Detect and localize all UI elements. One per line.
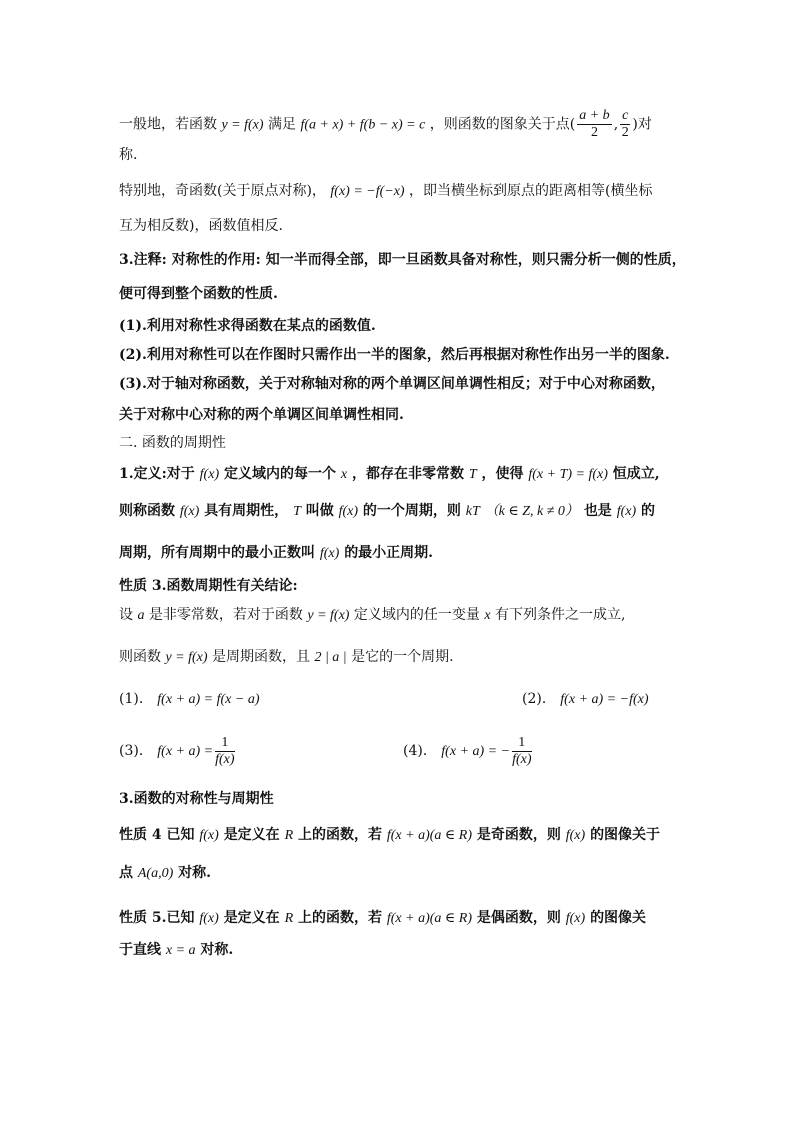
text: 一般地，若函数	[119, 116, 217, 133]
condition-label: (3)．	[119, 743, 153, 759]
math: f(x + a) = −	[441, 744, 511, 759]
text: 的一个周期，则	[362, 503, 461, 519]
numerator: 1	[512, 735, 531, 752]
line-note-cont: 便可得到整个函数的性质.	[119, 286, 278, 302]
line-conditions-1-2	[119, 690, 679, 709]
line-note: 3.注释: 对称性的作用: 知一半而得全部，即一旦函数具备对称性，则只需分析一侧的性质，	[119, 252, 686, 268]
line-item-3: (3).对于轴对称函数，关于对称轴对称的两个单调区间单调性相反；对于中心对称函数，	[119, 376, 665, 392]
math: T	[468, 467, 477, 482]
math: A(a,0)	[137, 866, 174, 881]
text: 的图像关于	[590, 827, 661, 843]
text: ，则函数的图象关于点	[429, 116, 570, 133]
text: 则称函数	[119, 503, 175, 519]
text: 定义域内的任一变量	[353, 607, 480, 623]
math: f(x)	[179, 504, 200, 519]
math: f(x + a) =	[157, 744, 214, 759]
text: 的图像关	[590, 910, 647, 926]
text: 是定义在	[223, 910, 280, 926]
line-odd-function-cont: 互为相反数)，函数值相反.	[119, 218, 283, 234]
math: f(x)	[338, 504, 359, 519]
text: 叫做	[305, 503, 334, 519]
math: a	[137, 608, 145, 623]
text: 设	[119, 607, 133, 623]
numerator: a + b	[579, 108, 610, 123]
text: 的最小正周期.	[344, 545, 434, 561]
math: f(x + a)(a ∈ R)	[386, 911, 472, 926]
text: 上的函数，若	[298, 910, 382, 926]
fraction-minus-1-over-fx	[512, 735, 531, 768]
text: 是偶函数，则	[476, 910, 561, 926]
section-heading-periodicity: 二. 函数的周期性	[119, 435, 226, 451]
line-property-5-cont	[119, 941, 679, 960]
text: 则函数	[119, 649, 161, 665]
math: y = f(x)	[221, 117, 264, 133]
math: f(x)	[616, 504, 637, 519]
math: y = f(x)	[307, 608, 350, 623]
text: 满足	[268, 116, 296, 133]
math: f(a + x) + f(b − x) = c	[300, 117, 426, 133]
text: 点	[119, 865, 133, 881]
line-general-symmetry	[119, 108, 679, 141]
math: f(x + T) = f(x)	[528, 467, 608, 482]
math: f(x + a) = f(x − a)	[157, 692, 260, 707]
math: R	[284, 828, 294, 843]
fraction-1-over-fx	[215, 735, 234, 768]
text: 的	[641, 503, 655, 519]
section-heading-symmetry-periodicity: 3.函数的对称性与周期性	[119, 791, 274, 807]
line-property-4-cont	[119, 864, 679, 883]
line-definition-cont2	[119, 544, 679, 563]
line-definition	[119, 465, 679, 484]
math: f(x)	[199, 911, 219, 926]
fraction-a-plus-b-over-2	[577, 108, 611, 141]
denominator: f(x)	[512, 751, 532, 767]
text: 特别地，奇函数(关于原点对称)，	[119, 183, 326, 199]
text: 性质 4 已知	[119, 827, 195, 843]
condition-label: (2)．	[522, 691, 556, 707]
line-property-5	[119, 909, 679, 928]
math: x = a	[165, 943, 196, 958]
text: 恒成立,	[612, 466, 660, 482]
text: 是它的一个周期.	[351, 649, 454, 665]
line-let-a	[119, 606, 679, 625]
numerator: c	[622, 108, 629, 123]
condition-label: (1)．	[119, 691, 153, 707]
math: y = f(x)	[165, 650, 208, 665]
line-odd-function	[119, 182, 679, 201]
text: 于直线	[119, 942, 161, 958]
math: f(x)	[199, 828, 219, 843]
line-definition-cont	[119, 502, 679, 521]
line-conditions-3-4	[119, 731, 679, 771]
line-property-4	[119, 826, 679, 845]
math: （k ∈ Z, k ≠ 0）	[484, 504, 579, 519]
text: 是奇函数，则	[476, 827, 561, 843]
text: 对称.	[200, 942, 234, 958]
text: 1.定义:对于	[119, 466, 195, 482]
numerator: 1	[215, 735, 234, 752]
math: f(x)	[199, 467, 220, 482]
text: ，都存在非零常数	[351, 466, 464, 482]
math: T	[293, 504, 301, 519]
math: f(x)	[565, 911, 586, 926]
text: 是定义在	[223, 827, 280, 843]
text: 具有周期性，	[204, 503, 289, 519]
math: f(x)	[565, 828, 586, 843]
text: 对	[637, 116, 652, 133]
line-item-2: (2).利用对称性可以在作图时只需作出一半的图象，然后再根据对称性作出另一半的图象.	[119, 347, 670, 363]
denominator: 2	[621, 125, 629, 140]
text: 是非零常数，若对于函数	[148, 607, 303, 623]
math: f(x) = −f(−x)	[330, 184, 405, 199]
condition-2	[522, 690, 649, 709]
line-property-3: 性质 3.函数周期性有关结论:	[119, 578, 298, 594]
math: x	[340, 467, 348, 482]
math: 2 | a |	[314, 650, 347, 665]
math: f(x + a) = −f(x)	[560, 692, 649, 707]
text: 性质 5.已知	[119, 910, 195, 926]
math: f(x + a)(a ∈ R)	[386, 828, 472, 843]
text: 周期，所有周期中的最小正数叫	[119, 545, 315, 561]
text: 定义域内的每一个	[223, 466, 336, 482]
line-item-3-cont: 关于对称中心对称的两个单调区间单调性相同.	[119, 407, 404, 423]
text: 有下列条件之一成立,	[495, 607, 626, 623]
line-item-1: (1).利用对称性求得函数在某点的函数值.	[119, 318, 376, 334]
line-conclusion	[119, 648, 679, 667]
text: 也是	[583, 503, 612, 519]
comma: ,	[613, 116, 619, 133]
paren: )	[632, 116, 638, 133]
text: 是周期函数，且	[212, 649, 310, 665]
paren: (	[569, 116, 576, 133]
condition-label: (4)．	[403, 743, 437, 759]
math: x	[484, 608, 491, 623]
text: ，使得	[481, 466, 524, 482]
denominator: f(x)	[215, 751, 235, 767]
math: kT	[465, 504, 480, 519]
math: R	[284, 911, 294, 926]
text: 上的函数，若	[298, 827, 382, 843]
fraction-c-over-2	[620, 108, 630, 141]
condition-4	[403, 731, 534, 772]
math: f(x)	[319, 546, 340, 561]
line-continuation: 称.	[119, 147, 138, 163]
denominator: 2	[590, 125, 598, 140]
text: 对称.	[178, 865, 212, 881]
text: ，即当横坐标到原点的距离相等(横坐标	[409, 183, 653, 199]
